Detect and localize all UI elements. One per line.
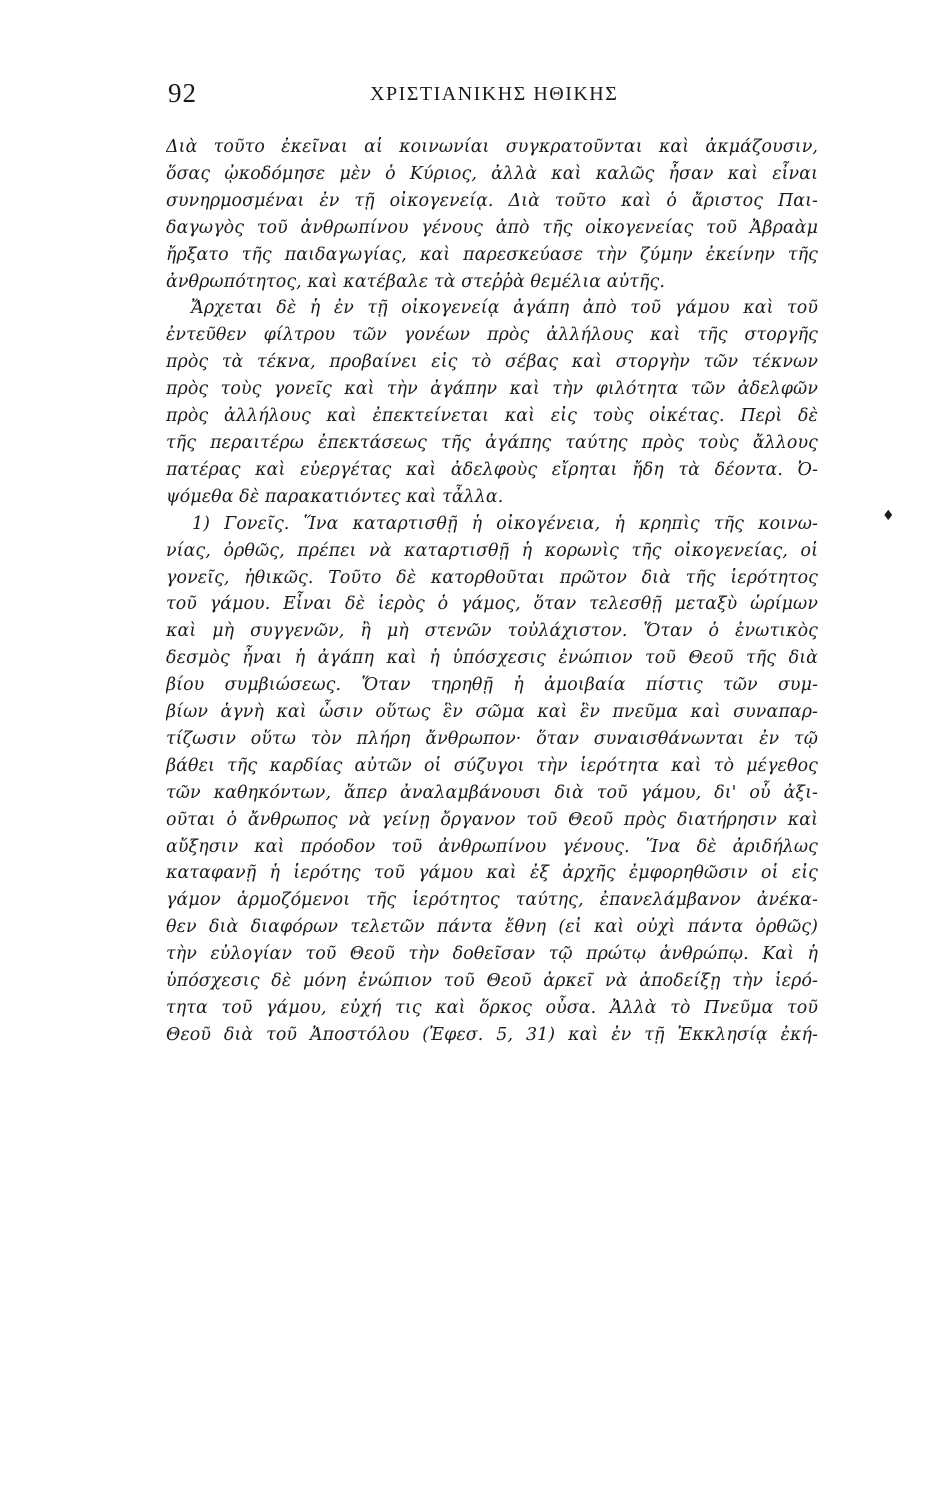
text-line: τὴν εὐλογίαν τοῦ Θεοῦ τὴν δοθεῖσαν τῷ πρώτῳ ἀνθρώπῳ. Καὶ ἡ bbox=[166, 944, 818, 965]
text-line: ἐντεῦθεν φίλτρου τῶν γονέων πρὸς ἀλλήλους καὶ τῆς στοργῆς bbox=[166, 325, 818, 346]
text-line: καὶ μὴ συγγενῶν, ἢ μὴ στενῶν τοὐλάχιστον. Ὅταν ὁ ἑνωτικὸς bbox=[166, 621, 818, 642]
text-line: πατέρας καὶ εὐεργέτας καὶ ἀδελφοὺς εἴρηται ἤδη τὰ δέοντα. Ὀ- bbox=[166, 459, 818, 480]
page-number: 92 bbox=[168, 78, 197, 108]
text-line: γονεῖς, ἠθικῶς. Τοῦτο δὲ κατορθοῦται πρῶτον διὰ τῆς ἱερότητος bbox=[166, 567, 818, 588]
text-line: Διὰ τοῦτο ἐκεῖναι αἱ κοινωνίαι συγκρατοῦνται καὶ ἀκμάζουσιν, bbox=[166, 137, 818, 157]
text-line: τίζωσιν οὕτω τὸν πλήρη ἄνθρωπον· ὅταν συναισθάνωνται ἐν τῷ bbox=[166, 728, 818, 749]
text-line: ἀνθρωπότητος, καὶ κατέβαλε τὰ στεῤῥὰ θεμέλια αὐτῆς. bbox=[166, 271, 666, 292]
text-line: βίου συμβιώσεως. Ὅταν τηρηθῇ ἡ ἀμοιβαία πίστις τῶν συμ- bbox=[166, 675, 818, 696]
text-line: οῦται ὁ ἄνθρωπος νὰ γείνῃ ὄργανον τοῦ Θεοῦ πρὸς διατήρησιν καὶ bbox=[166, 809, 818, 830]
text-line: τῆς περαιτέρω ἐπεκτάσεως τῆς ἀγάπης ταύτης πρὸς τοὺς ἄλλους bbox=[166, 432, 818, 453]
text-line: τοῦ γάμου. Εἶναι δὲ ἱερὸς ὁ γάμος, ὅταν τελεσθῇ μεταξὺ ὡρίμων bbox=[166, 594, 818, 615]
text-line: ἤρξατο τῆς παιδαγωγίας, καὶ παρεσκεύασε τὴν ζύμην ἐκείνην τῆς bbox=[166, 244, 818, 265]
body-text bbox=[166, 134, 818, 1049]
text-line: δεσμὸς ἦναι ἡ ἀγάπη καὶ ἡ ὑπόσχεσις ἐνώπιον τοῦ Θεοῦ τῆς διὰ bbox=[166, 648, 818, 669]
running-title: ΧΡΙΣΤΙΑΝΙΚΗΣ ΗΘΙΚΗΣ bbox=[370, 83, 619, 105]
text-line: καταφανῇ ἡ ἱερότης τοῦ γάμου καὶ ἐξ ἀρχῆς ἐμφορηθῶσιν οἱ εἰς bbox=[166, 863, 818, 884]
text-line: πρὸς τὰ τέκνα, προβαίνει εἰς τὸ σέβας καὶ στοργὴν τῶν τέκνων bbox=[166, 352, 818, 373]
paragraph-start-line: Ἄρχεται δὲ ἡ ἐν τῇ οἰκογενείᾳ ἀγάπη ἀπὸ τοῦ γάμου καὶ τοῦ bbox=[191, 298, 818, 319]
margin-mark: ♦ bbox=[882, 508, 895, 524]
text-line: Θεοῦ διὰ τοῦ Ἀποστόλου (Ἐφεσ. 5, 31) καὶ ἐν τῇ Ἐκκλησίᾳ ἐκή- bbox=[166, 1024, 818, 1045]
text-line: πρὸς ἀλλήλους καὶ ἐπεκτείνεται καὶ εἰς τοὺς οἰκέτας. Περὶ δὲ bbox=[166, 406, 818, 427]
text-line: συνηρμοσμέναι ἐν τῇ οἰκογενείᾳ. Διὰ τοῦτο καὶ ὁ ἄριστος Παι- bbox=[166, 190, 818, 211]
text-line: τῶν καθηκόντων, ἅπερ ἀναλαμβάνουσι διὰ τοῦ γάμου, δι' οὗ ἀξι- bbox=[166, 782, 818, 803]
text-line: αὔξησιν καὶ πρόοδον τοῦ ἀνθρωπίνου γένους. Ἵνα δὲ ἀριδήλως bbox=[166, 836, 818, 857]
text-line: γάμον ἁρμοζόμενοι τῆς ἱερότητος ταύτης, ἐπανελάμβανον ἀνέκα- bbox=[166, 890, 818, 911]
section-start-line: 1) Γονεῖς. Ἵνα καταρτισθῇ ἡ οἰκογένεια, ἡ κρηπὶς τῆς κοινω- bbox=[192, 513, 818, 534]
text-line: δαγωγὸς τοῦ ἀνθρωπίνου γένους ἀπὸ τῆς οἰκογενείας τοῦ Ἀβραὰμ bbox=[166, 217, 818, 238]
text-line: βάθει τῆς καρδίας αὐτῶν οἱ σύζυγοι τὴν ἱερότητα καὶ τὸ μέγεθος bbox=[166, 755, 818, 776]
text-line: ψόμεθα δὲ παρακατιόντες καὶ τἆλλα. bbox=[166, 486, 504, 507]
text-line: ὅσας ᾠκοδόμησε μὲν ὁ Κύριος, ἀλλὰ καὶ καλῶς ἦσαν καὶ εἶναι bbox=[166, 163, 818, 184]
text-line: τητα τοῦ γάμου, εὐχή τις καὶ ὅρκος οὖσα. Ἀλλὰ τὸ Πνεῦμα τοῦ bbox=[166, 998, 818, 1018]
text-line: θεν διὰ διαφόρων τελετῶν πάντα ἔθνη (εἰ καὶ οὐχὶ πάντα ὀρθῶς) bbox=[166, 917, 818, 938]
text-line: ὑπόσχεσις δὲ μόνη ἐνώπιον τοῦ Θεοῦ ἀρκεῖ νὰ ἀποδείξῃ τὴν ἱερό- bbox=[166, 971, 818, 992]
text-line: βίων ἁγνὴ καὶ ὦσιν οὕτως ἓν σῶμα καὶ ἓν πνεῦμα καὶ συναπαρ- bbox=[166, 702, 818, 723]
running-head bbox=[160, 78, 820, 118]
text-line: νίας, ὀρθῶς, πρέπει νὰ καταρτισθῇ ἡ κορωνὶς τῆς οἰκογενείας, οἱ bbox=[166, 540, 818, 561]
text-line: πρὸς τοὺς γονεῖς καὶ τὴν ἀγάπην καὶ τὴν φιλότητα τῶν ἀδελφῶν bbox=[166, 379, 818, 400]
